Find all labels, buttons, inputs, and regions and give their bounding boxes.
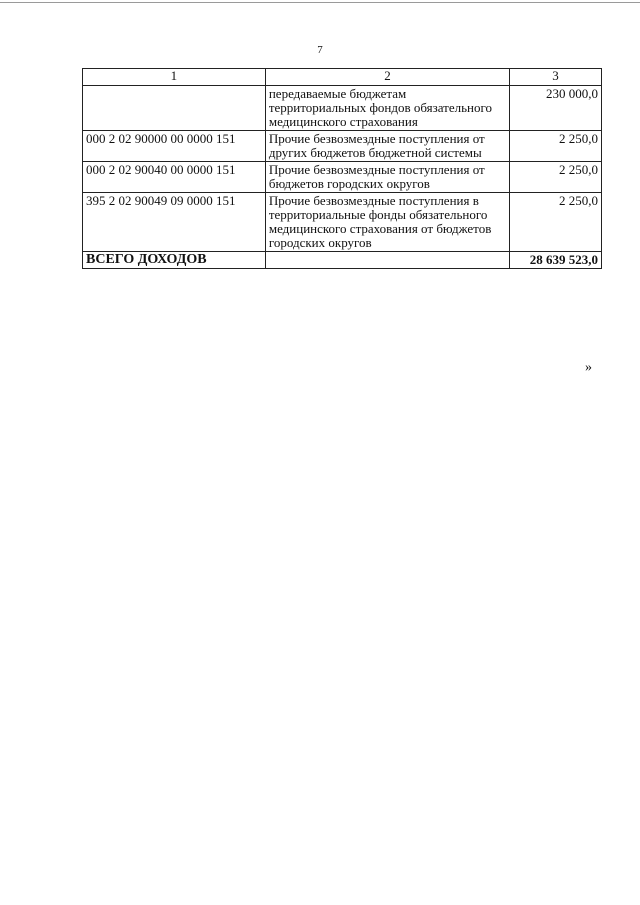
amount-cell: 2 250,0 [510,193,602,252]
total-amount: 28 639 523,0 [510,252,602,269]
amount-cell: 2 250,0 [510,131,602,162]
header-cell-1: 1 [83,69,266,86]
page-top-rule [0,2,640,3]
budget-code-cell [83,86,266,131]
budget-code-cell: 000 2 02 90000 00 0000 151 [83,131,266,162]
budget-code-cell: 395 2 02 90049 09 0000 151 [83,193,266,252]
page-number: 7 [317,44,323,56]
table-row [83,193,602,252]
budget-code-cell: 000 2 02 90040 00 0000 151 [83,162,266,193]
amount-cell: 2 250,0 [510,162,602,193]
table-header-row [83,69,602,86]
revenue-name-cell: Прочие безвозмездные поступления от бюджетов городских округов [265,162,509,193]
revenue-name-cell: Прочие безвозмездные поступления от других бюджетов бюджетной системы [265,131,509,162]
closing-quote-mark: » [585,360,592,375]
total-row [83,252,602,269]
table-row [83,86,602,131]
table-row [83,162,602,193]
revenue-table [82,68,602,269]
total-empty-cell [265,252,509,269]
revenue-name-cell: Прочие безвозмездные поступления в территориальные фонды обязательного медицинского страхования от бюджетов городских округов [265,193,509,252]
revenue-name-cell: передаваемые бюджетам территориальных фондов обязательного медицинского страхования [265,86,509,131]
total-label: ВСЕГО ДОХОДОВ [83,252,266,269]
header-cell-2: 2 [265,69,509,86]
amount-cell: 230 000,0 [510,86,602,131]
table-row [83,131,602,162]
header-cell-3: 3 [510,69,602,86]
